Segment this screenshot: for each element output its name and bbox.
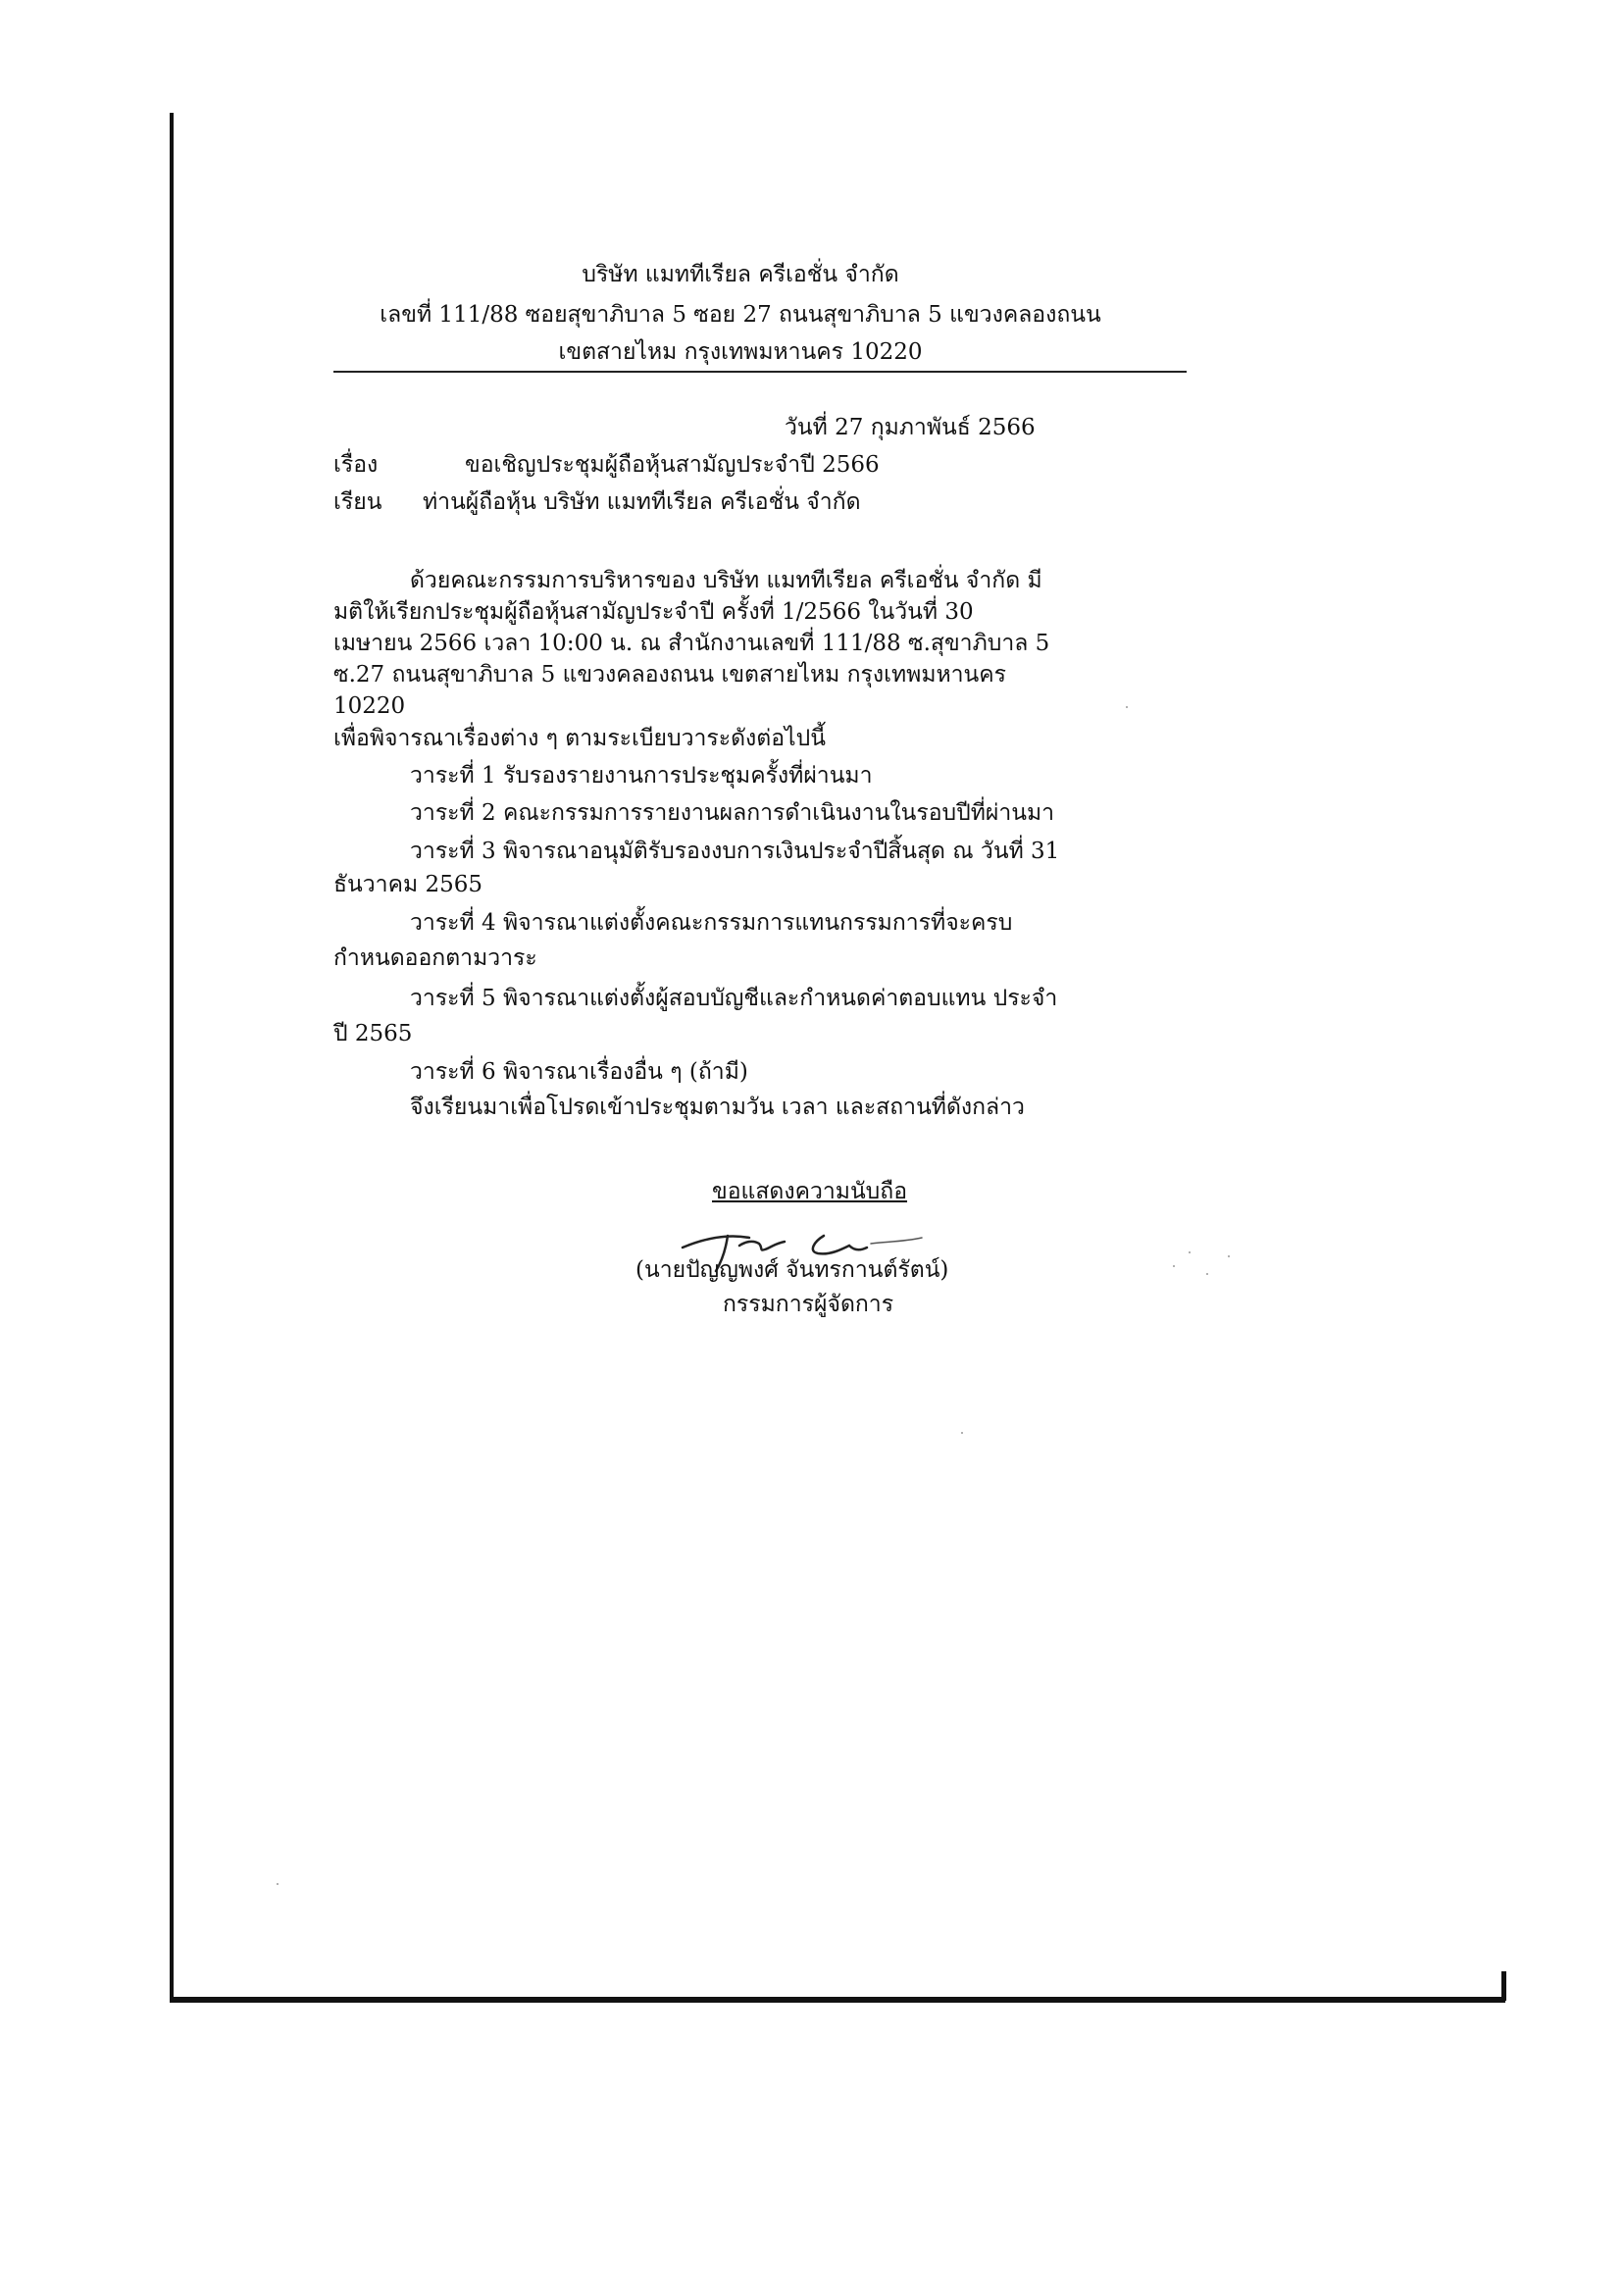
subject-label: เรื่อง: [333, 452, 379, 478]
recipient-text: ท่านผู้ถือหุ้น บริษัท แมททีเรียล ครีเอชั่น จำกัด: [423, 489, 861, 515]
body-paragraph-line: มติให้เรียกประชุมผู้ถือหุ้นสามัญประจำปี ครั้งที่ 1/2566 ในวันที่ 30: [333, 599, 974, 625]
agenda-item-3: วาระที่ 3 พิจารณาอนุมัติรับรองงบการเงินประจำปีสิ้นสุด ณ วันที่ 31: [410, 839, 1060, 864]
company-name: บริษัท แมททีเรียล ครีเอชั่น จำกัด: [582, 262, 899, 287]
company-address-line-1: เลขที่ 111/88 ซอยสุขาภิบาล 5 ซอย 27 ถนนสุขาภิบาล 5 แขวงคลองถนน: [380, 302, 1101, 328]
recipient-label: เรียน: [333, 489, 382, 515]
agenda-item-4: วาระที่ 4 พิจารณาแต่งตั้งคณะกรรมการแทนกรรมการที่จะครบ: [410, 910, 1013, 936]
body-paragraph-line: เมษายน 2566 เวลา 10:00 น. ณ สำนักงานเลขที่ 111/88 ซ.สุขาภิบาล 5: [333, 631, 1050, 656]
subject-text: ขอเชิญประชุมผู้ถือหุ้นสามัญประจำปี 2566: [465, 452, 880, 478]
agenda-item-5: วาระที่ 5 พิจารณาแต่งตั้งผู้สอบบัญชีและกำหนดค่าตอบแทน ประจำ: [410, 986, 1058, 1011]
agenda-item-5-continuation: ปี 2565: [333, 1021, 413, 1046]
header-divider: [333, 371, 1187, 373]
closing-line: จึงเรียนมาเพื่อโปรดเข้าประชุมตามวัน เวลา และสถานที่ดังกล่าว: [410, 1095, 1025, 1120]
signatory-name: (นายปัญญพงศ์ จันทรกานต์รัตน์): [635, 1257, 949, 1283]
agenda-item-3-continuation: ธันวาคม 2565: [333, 872, 482, 897]
agenda-item-2: วาระที่ 2 คณะกรรมการรายงานผลการดำเนินงานในรอบปีที่ผ่านมา: [410, 800, 1055, 826]
body-paragraph-line: ซ.27 ถนนสุขาภิบาล 5 แขวงคลองถนน เขตสายไหม กรุงเทพมหานคร: [333, 662, 1007, 688]
body-paragraph-line: เพื่อพิจารณาเรื่องต่าง ๆ ตามระเบียบวาระดังต่อไปนี้: [333, 726, 826, 751]
signature-salutation: ขอแสดงความนับถือ: [712, 1179, 908, 1204]
agenda-item-6: วาระที่ 6 พิจารณาเรื่องอื่น ๆ (ถ้ามี): [410, 1059, 748, 1085]
letter-date: วันที่ 27 กุมภาพันธ์ 2566: [785, 415, 1036, 440]
agenda-item-1: วาระที่ 1 รับรองรายงานการประชุมครั้งที่ผ่านมา: [410, 763, 873, 789]
body-paragraph-line: ด้วยคณะกรรมการบริหารของ บริษัท แมททีเรียล ครีเอชั่น จำกัด มี: [410, 568, 1042, 593]
company-address-line-2: เขตสายไหม กรุงเทพมหานคร 10220: [558, 339, 923, 365]
agenda-item-4-continuation: กำหนดออกตามวาระ: [333, 945, 537, 971]
signatory-position: กรรมการผู้จัดการ: [723, 1292, 894, 1317]
body-paragraph-line: 10220: [333, 693, 406, 719]
